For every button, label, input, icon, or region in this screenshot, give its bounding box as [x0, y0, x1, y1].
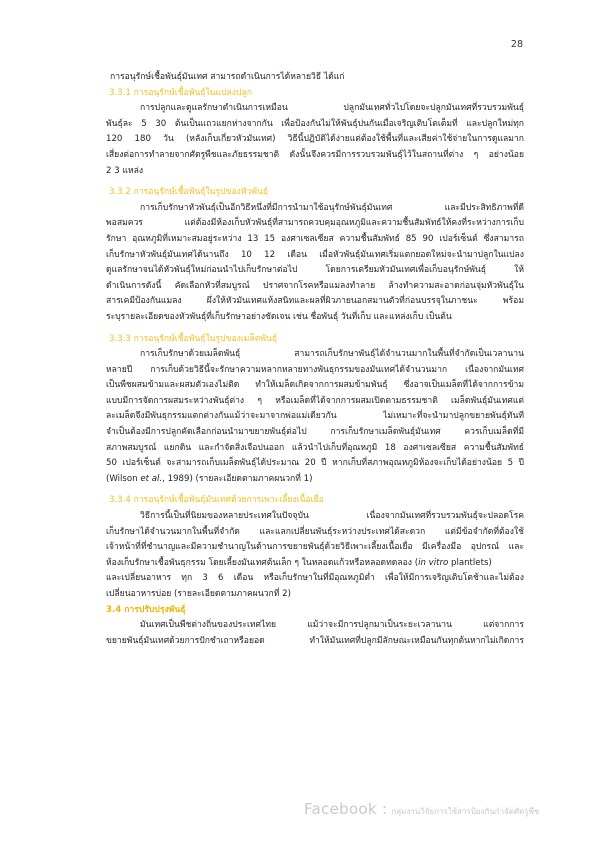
in-vitro-term: in vitro [418, 557, 449, 568]
paragraph-line: สภาพสมบูรณ์ แยกดิน และกำจัดสิ่งเจือปนออก แล้วนำไปเก็บที่อุณหภูมิ 18 องศาเซลเซียส ความชื้นสัมพัทธ์ [106, 442, 524, 453]
paragraph-line: ละเมล็ดจึงมีพันธุกรรมแตกต่างกันแม้ว่าจะมาจากพ่อแม่เดียวกัน ไม่เหมาะที่จะนำมาปลูกขยายพันธุ์ทันที [106, 411, 524, 422]
intro-paragraph: การอนุรักษ์เชื้อพันธุ์มันเทศ สามารถดำเนินการได้หลายวิธี ได้แก่ [110, 72, 345, 82]
paragraph-line: เจ้าหน้าที่ที่ชำนาญและมีความชำนาญในด้านการขยายพันธุ์ด้วยวิธีเพาะเลี้ยงเนื้อเยื่อ มีเครื่องมือ อุปกรณ์ และ [106, 542, 524, 553]
section-heading-3-3-1: 3.3.1 การอนุรักษ์เชื้อพันธุ์ในแปลงปลูก [109, 87, 252, 98]
paragraph-line: 2 3 แหล่ง [106, 165, 144, 176]
document-body [106, 70, 524, 649]
paragraph-line: สารเคมีป้องกันแมลง ผึ่งให้หัวมันเทศแห้งสนิทและผลที่ผิวภายนอกสมานตัวที่ก่อนบรรจุในภาชนะ พร้อม [106, 296, 524, 307]
paragraph-line: การปลูกและดูแลรักษาดำเนินการเหมือน ปลูกมันเทศทั่วไปโดยจะปลูกมันเทศที่รวบรวมพันธุ์ [140, 103, 524, 114]
citation-line [106, 472, 524, 488]
paragraph-line: รักษา อุณหภูมิที่เหมาะสมอยู่ระหว่าง 13 15 องศาเซลเซียส ความชื้นสัมพัทธ์ 85 90 เปอร์เซ็นต์ ซึ่งสามารถ [106, 233, 524, 244]
paragraph-line: 120 180 วัน (หลังเก็บเกี่ยวหัวมันเทศ) วิธีนี้ปฏิบัติได้ง่ายแต่ต้องใช้พื้นที่และเสียค่าใช้จ่ายในการดูแลมาก [106, 134, 524, 145]
paragraph-line: พันธุ์ละ 5 30 ต้นเป็นแถวแยกห่างจากกัน เพื่อป้องกันไม่ให้พันธุ์ปนกันเมื่อเจริญเติบโตเต็มที่ และปลูกใหม่ทุก [106, 118, 524, 129]
watermark-text: กลุ่มงานวิจัยการใช้สารป้องกันกำจัดศัตรูพืช [391, 807, 540, 816]
section-heading-3-4: 3.4 การปรับปรุงพันธุ์ [106, 604, 186, 615]
paragraph-line: เป็นพืชผสมข้ามและผสมตัวเองไม่ติด ทำให้เมล็ดเกิดจากการผสมข้ามพันธุ์ ซึ่งอาจเป็นเมล็ดที่ได้จากการข้าม [106, 380, 524, 391]
paragraph-line: เปลี่ยนอาหารบ่อย (รายละเอียดตามภาคผนวกที่ 2) [106, 589, 291, 599]
citation-suffix: , 1989) (รายละเอียดตามภาคผนวกที่ 1) [162, 473, 313, 484]
section-heading-3-3-2: 3.3.2 การอนุรักษ์เชื้อพันธุ์ในรูปของหัวพันธุ์ [109, 187, 269, 198]
watermark-brand: Facebook : [304, 800, 388, 818]
citation-prefix: (Wilson [106, 473, 141, 484]
watermark [304, 800, 539, 818]
paragraph-line: เสี่ยงต่อการทำลายจากศัตรูพืชและภัยธรรมชาติ ดังนั้นจึงควรมีการรวบรวมพันธุ์ไว้ในสถานที่ต่าง ๆ อย่างน้อย [106, 149, 524, 160]
paragraph-line: ขยายพันธุ์มันเทศด้วยการปักชำเถาหรือยอด ทำให้มันเทศที่ปลูกมีลักษณะเหมือนกันทุกต้นหากไม่เกิดการ [106, 635, 524, 646]
paragraph-line: หลายปี การเก็บด้วยวิธีนี้จะรักษาความหลากหลายทางพันธุกรรมของมันเทศได้จำนวนมาก เนื่องจากมันเทศ [106, 364, 524, 375]
paragraph-line: การเก็บรักษาหัวพันธุ์เป็นอีกวิธีหนึ่งที่มีการนำมาใช้อนุรักษ์พันธุ์มันเทศ และมีประสิทธิภาพที่ดี [140, 202, 524, 213]
text-run: plantlets) [448, 557, 492, 568]
paragraph-line: ระบุรายละเอียดของหัวพันธุ์ที่เก็บรักษาอย่างชัดเจน เช่น ชื่อพันธุ์ วันที่เก็บ และแหล่งเก็บ เป็นต้น [106, 311, 452, 322]
paragraph-line: ดำเนินการดังนี้ คัดเลือกหัวที่สมบูรณ์ ปราศจากโรคหรือแมลงทำลาย ล้างทำความสะอาดก่อนจุ่มหัวพันธุ์ใน [106, 280, 524, 291]
section-heading-3-3-4: 3.3.4 การอนุรักษ์เชื้อพันธุ์มันเทศด้วยการเพาะเลี้ยงเนื้อเยื่อ [109, 495, 324, 506]
citation-et-al: et al. [140, 473, 163, 484]
section-heading-3-3-3: 3.3.3 การอนุรักษ์เชื้อพันธุ์ในรูปของเมล็ดพันธุ์ [109, 333, 278, 344]
paragraph-line: พอสมควร แต่ต้องมีห้องเก็บหัวพันธุ์ที่สามารถควบคุมอุณหภูมิและความชื้นสัมพัทธ์ให้คงที่ระหว่างการเก็บ [106, 218, 524, 229]
paragraph-line: จำเป็นต้องมีการปลูกคัดเลือกก่อนนำมาขยายพันธุ์ต่อไป การเก็บรักษาเมล็ดพันธุ์มันเทศ ควรเก็บเมล็ดที่มี [106, 427, 524, 438]
paragraph-line [106, 556, 524, 572]
page-number: 28 [510, 39, 523, 50]
paragraph-line: และเปลี่ยนอาหาร ทุก 3 6 เดือน หรือเก็บรักษาในที่มีอุณหภูมิต่ำ เพื่อให้มีการเจริญเติบโตช้าและไม่ต้อง [106, 573, 524, 584]
paragraph-line: การเก็บรักษาด้วยเมล็ดพันธุ์ สามารถเก็บรักษาพันธุ์ได้จำนวนมากในพื้นที่จำกัดเป็นเวลานาน [140, 349, 524, 360]
paragraph-line: 50 เปอร์เซ็นต์ จะสามารถเก็บเมล็ดพันธุ์ได้ประมาณ 20 ปี หากเก็บที่สภาพอุณหภูมิห้องจะเก็บได้อย่างน้อย 5 ปี [106, 458, 524, 469]
paragraph-line: มันเทศเป็นพืชต่างถิ่นของประเทศไทย แม้ว่าจะมีการปลูกมาเป็นระยะเวลานาน แต่จากการ [140, 620, 524, 631]
paragraph-line: เก็บรักษาได้จำนวนมากในพื้นที่จำกัด และแลกเปลี่ยนพันธุ์ระหว่างประเทศได้สะดวก แต่มีข้อจำกัดที่ต้องใช้ [106, 526, 524, 537]
paragraph-line: วิธีการนี้เป็นที่นิยมของหลายประเทศในปัจจุบัน เนื่องจากมันเทศที่รวบรวมพันธุ์จะปลอดโรค [140, 511, 524, 522]
paragraph-line: ดูแลรักษาจนได้หัวพันธุ์ใหม่ก่อนนำไปเก็บรักษาต่อไป โดยการเตรียมหัวมันเทศเพื่อเก็บอนุรักษ์พันธุ์ ให้ [106, 265, 524, 276]
paragraph-line: เก็บรักษาหัวพันธุ์มันเทศได้นานถึง 10 12 เดือน เมื่อหัวพันธุ์มันเทศเริ่มแตกยอดใหม่จะนำมาปลูกในแปลง [106, 249, 524, 260]
text-run: ห้องเก็บรักษาเชื้อพันธุกรรม โดยเลี้ยงมันเทศต้นเล็ก ๆ ในหลอดแก้วหรือหลอดทดลอง ( [106, 557, 419, 568]
paragraph-line: แบบมีการจัดการผสมระหว่างพันธุ์ต่าง ๆ หรือเมล็ดที่ได้จากการผสมเปิดตามธรรมชาติ เมล็ดพันธุ์มันเทศแต่ [106, 395, 524, 406]
